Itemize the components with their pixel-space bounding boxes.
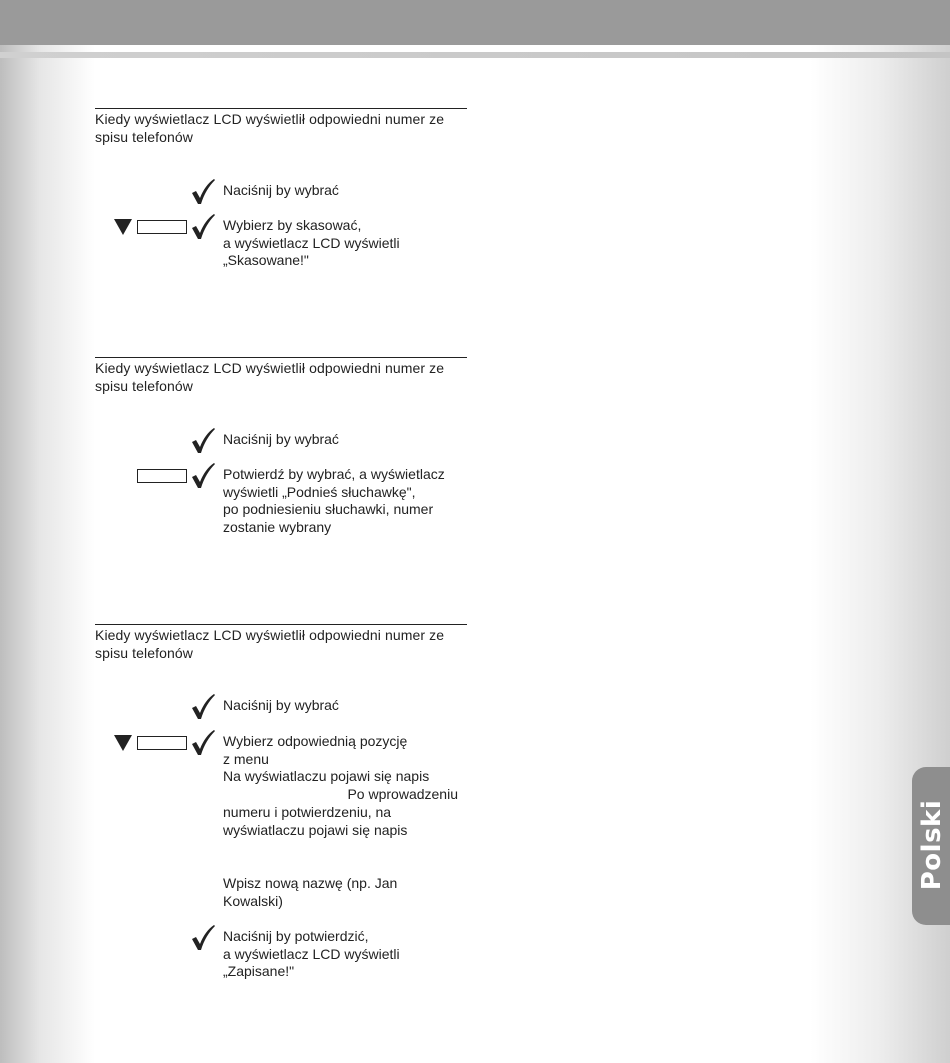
down-arrow-icon bbox=[114, 735, 132, 751]
top-header-bar bbox=[0, 0, 950, 45]
softkey-blank-icon bbox=[137, 220, 187, 234]
step-text: Potwierdź by wybrać, a wyświetlacz wyświetli „Podnieś słuchawkę", po podniesieniu słuchawki, numer zostanie wybrany bbox=[223, 466, 445, 536]
softkey-blank-icon bbox=[137, 469, 187, 483]
step-text: Naciśnij by potwierdzić, a wyświetlacz LCD wyświetli „Zapisane!" bbox=[223, 928, 400, 980]
section-delete-entry bbox=[95, 108, 467, 269]
section-rule bbox=[95, 357, 467, 358]
header-stripe bbox=[0, 52, 950, 58]
step-text: Wybierz odpowiednią pozycję z menu Na wyświatlaczu pojawi się napis Po wprowadzeniu numeru i potwierdzeniu, na wyświatlaczu pojawi się napis bbox=[223, 733, 458, 838]
check-mark-icon bbox=[190, 924, 216, 952]
softkey-blank-icon bbox=[137, 736, 187, 750]
step-text: Wpisz nową nazwę (np. Jan Kowalski) bbox=[223, 875, 398, 909]
step-text: Wybierz by skasować, a wyświetlacz LCD wyświetli „Skasowane!" bbox=[223, 217, 400, 269]
section-heading: Kiedy wyświetlacz LCD wyświetlił odpowiedni numer ze spisu telefonów bbox=[95, 360, 445, 394]
language-label: Polski bbox=[917, 799, 947, 891]
check-mark-icon bbox=[190, 462, 216, 490]
section-dial-entry bbox=[95, 357, 467, 536]
section-heading: Kiedy wyświetlacz LCD wyświetlił odpowiedni numer ze spisu telefonów bbox=[95, 111, 445, 145]
section-heading: Kiedy wyświetlacz LCD wyświetlił odpowiedni numer ze spisu telefonów bbox=[95, 627, 445, 661]
check-mark-icon bbox=[190, 729, 216, 757]
check-mark-icon bbox=[190, 693, 216, 721]
check-mark-icon bbox=[190, 427, 216, 455]
step-text: Naciśnij by wybrać bbox=[223, 697, 339, 713]
step-text: Naciśnij by wybrać bbox=[223, 182, 339, 198]
section-rule bbox=[95, 108, 467, 109]
check-mark-icon bbox=[190, 213, 216, 241]
section-edit-entry bbox=[95, 624, 467, 980]
check-mark-icon bbox=[190, 178, 216, 206]
step-text: Naciśnij by wybrać bbox=[223, 431, 339, 447]
section-rule bbox=[95, 624, 467, 625]
down-arrow-icon bbox=[114, 219, 132, 235]
